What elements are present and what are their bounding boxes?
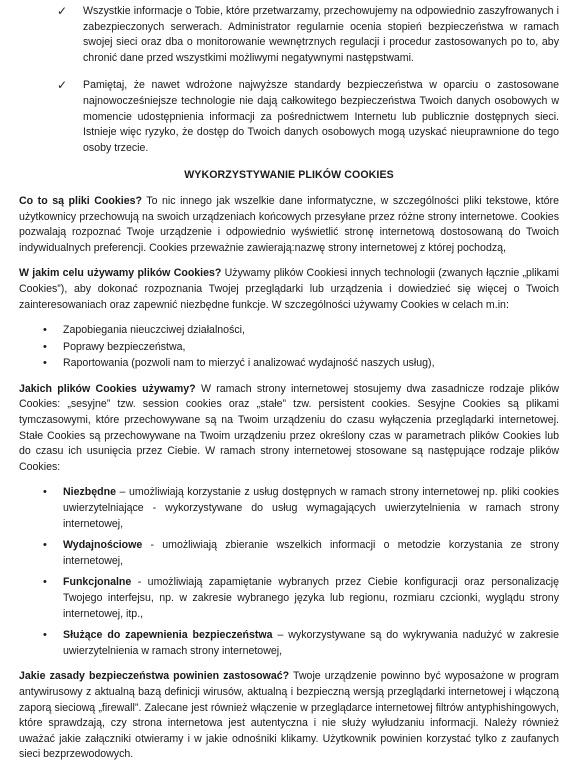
paragraph-what-are-cookies bbox=[19, 194, 559, 256]
paragraph-security-rules bbox=[19, 669, 559, 763]
list-item bbox=[43, 628, 559, 659]
check-list-item bbox=[57, 4, 559, 66]
paragraph-text: To nic innego jak wszelkie dane informatyczne, w szczególności pliki tekstowe, które użytkownicy przechowują na swoich urządzeniach końcowych przesyłane przez różne strony internetowe. Cookies pozwalają rozpoznać Twoje urządzenie i odpowiednio wyświetlić stronę internetową dostosowaną do Twoich indywidualnych preferencji. Cookies przeważnie zawierają:nazwę strony internetowej z której pochodzą, bbox=[19, 194, 559, 254]
bullet-icon: • bbox=[43, 539, 47, 552]
paragraph-text: Twoje urządzenie powinno być wyposażone w program antywirusowy z aktualną bazą definicji wirusów, aktualną i bezpieczną wersją przeglądarki internetowej i włączoną zaporą sieciową „firewall”. Zalecane jest również włączenie w przeglądarce internetowej filtrów antyphishingowych, które sprawdzają, czy strona internetowa jest autentyczna i nie służy wyłudzaniu informacji. Należy również uważać jakie załączniki otwieramy i w jakie odnośniki klikamy. Użytkownik powinien korzystać tylko z zaufanych sieci bezprzewodowych. bbox=[19, 670, 559, 761]
list-item bbox=[43, 485, 559, 532]
cookie-type-name: Niezbędne bbox=[63, 486, 116, 499]
cookie-type-desc: – umożliwiają korzystanie z usług dostępnych w ramach strony internetowej np. pliki cookies uwierzytelniające - wykorzystywane do usług wymagających uwierzytelnienia w ramach strony internetowej, bbox=[63, 486, 559, 530]
paragraph-text: W ramach strony internetowej stosujemy dwa zasadnicze rodzaje plików Cookies: „sesyjne” tzw. session cookies oraz „stałe” tzw. persistent cookies. Sesyjne Cookies są plikami tymczasowymi, które przechowywane są na Twoim urządzeniu do czasu wyłączenia przeglądarki internetowej. Stałe Cookies są przechowywane na Twoim urządzeniu przez określony czas w parametrach plików Cookies lub do czasu ich usunięcia przez Ciebie. W ramach strony internetowej stosowane są następujące rodzaje plików Cookies: bbox=[19, 382, 560, 473]
list-item bbox=[43, 575, 559, 622]
bullet-icon: • bbox=[43, 340, 47, 353]
list-item: • Zapobiegania nieuczciwej działalności, bbox=[43, 323, 559, 339]
paragraph-lead: Jakich plików Cookies używamy? bbox=[19, 382, 196, 395]
bullet-icon: • bbox=[43, 357, 47, 370]
cookie-type-desc: - umożliwiają zapamiętanie wybranych przez Ciebie konfiguracji oraz personalizację Twojego interfejsu, np. w zakresie wybranego języka lub regionu, rozmiaru czcionki, wyglądu strony internetowej, itp., bbox=[63, 576, 559, 620]
purpose-list bbox=[19, 323, 559, 372]
paragraph-lead: W jakim celu używamy plików Cookies? bbox=[19, 267, 222, 280]
cookie-types-list bbox=[19, 485, 559, 659]
paragraph-lead: Co to są pliki Cookies? bbox=[19, 194, 142, 207]
bullet-icon: • bbox=[43, 486, 47, 499]
list-item: • Poprawy bezpieczeństwa, bbox=[43, 340, 559, 356]
section-title: WYKORZYSTYWANIE PLIKÓW COOKIES bbox=[184, 169, 394, 182]
check-item-text: Pamiętaj, że nawet wdrożone najwyższe standardy bezpieczeństwa w oparciu o zastosowane najnowocześniejsze technologie nie dają całkowitego bezpieczeństwa Twoich danych osobowych w momencie udostępnienia informacji za pośrednictwem Internetu lub publicznie dostępnych sieci. Istnieje więc ryzyko, że dostęp do Twoich danych osobowych mogą uzyskać nieuprawnione do tego osoby trzecie. bbox=[83, 79, 559, 154]
list-item bbox=[43, 538, 559, 569]
cookie-type-desc: – wykorzystywane są do wykrywania nadużyć w zakresie uwierzytelnienia w ramach strony internetowej, bbox=[63, 629, 559, 657]
bullet-icon: • bbox=[43, 629, 47, 642]
list-item: • Raportowania (pozwoli nam to mierzyć i analizować wydajność naszych usług), bbox=[43, 356, 559, 372]
cookie-type-desc: - umożliwiają zbieranie wszelkich informacji o metodzie korzystania ze strony internetowej, bbox=[63, 539, 559, 567]
bullet-icon: • bbox=[43, 576, 47, 589]
check-icon: ✓ bbox=[57, 4, 68, 18]
bullet-icon: • bbox=[43, 324, 47, 337]
paragraph-text: Używamy plików Cookiesi innych technologii (zwanych łącznie „plikami Cookies”), aby dokonać rozpoznania Twojej przeglądarki lub urządzenia i dowiedzieć się więcej o Twoich zainteresowaniach oraz zapewnić niezbędne funkcje. W szczególności używamy Cookies w celach m.in: bbox=[19, 267, 560, 311]
cookie-type-name: Wydajnościowe bbox=[63, 539, 143, 552]
check-list-item bbox=[57, 78, 559, 156]
check-icon: ✓ bbox=[57, 78, 68, 93]
cookie-type-name: Służące do zapewnienia bezpieczeństwa bbox=[63, 629, 273, 642]
paragraph-lead: Jakie zasady bezpieczeństwa powinien zastosować? bbox=[19, 670, 290, 683]
paragraph-purpose bbox=[19, 266, 559, 313]
cookie-type-name: Funkcjonalne bbox=[63, 576, 132, 589]
check-item-text: Wszystkie informacje o Tobie, które przetwarzamy, przechowujemy na odpowiednio zaszyfrowanych i zabezpieczonych serwerach. Administrator regularnie ocenia stopień bezpieczeństwa w ramach swojej sieci oraz dba o monitorowanie wewnętrznych regulacji i procedur zastosowanych po to, aby chronić dane przed wszystkimi możliwymi negatywnymi następstwami. bbox=[83, 5, 559, 64]
paragraph-which-cookies bbox=[19, 382, 559, 476]
